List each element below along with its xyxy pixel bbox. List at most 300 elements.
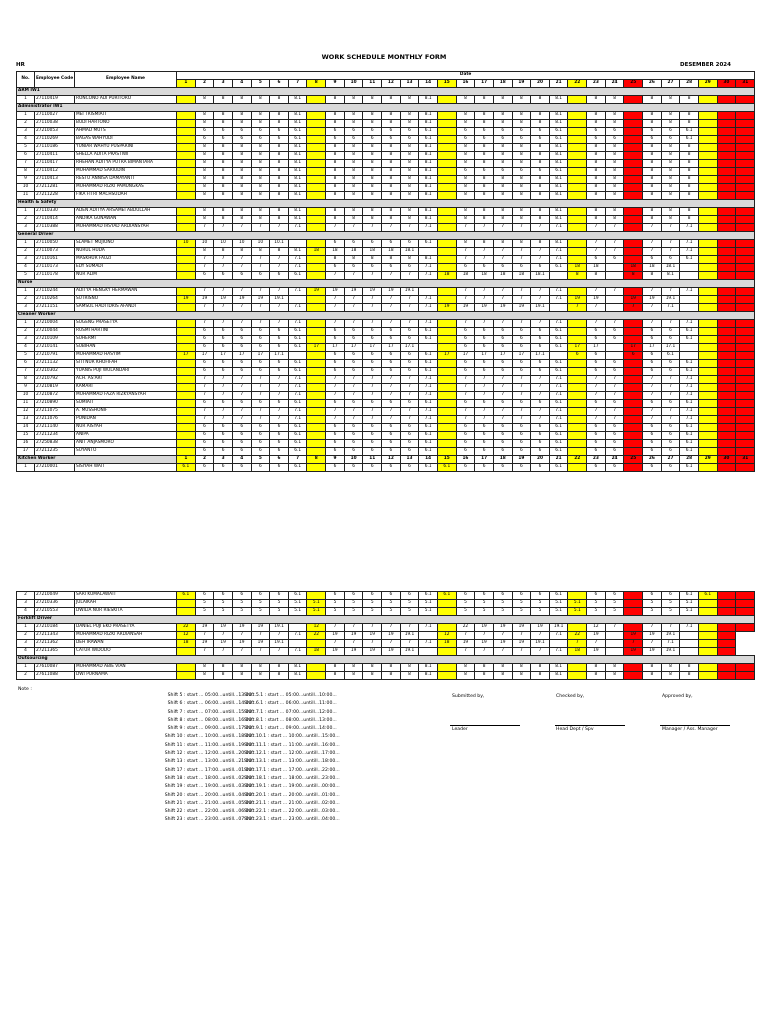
shift-cell: [698, 448, 717, 456]
shift-cell: 8: [512, 672, 531, 680]
shift-cell: 12: [437, 632, 456, 640]
shift-cell: [736, 112, 755, 120]
shift-cell: 19: [344, 648, 363, 656]
shift-cell: 8: [251, 160, 270, 168]
shift-cell: 5: [232, 600, 251, 608]
shift-cell: 6.1: [680, 360, 699, 368]
shift-cell: 7: [568, 304, 587, 312]
employee-row: [17, 408, 755, 416]
shift-cell: 7: [475, 648, 494, 656]
shift-cell: 6.1: [680, 424, 699, 432]
shift-cell: 6: [214, 448, 233, 456]
shift-cell: [736, 240, 755, 248]
shift-cell: 8.1: [419, 112, 438, 120]
shift-cell: [717, 640, 736, 648]
shift-cell: [568, 152, 587, 160]
shift-cell: [437, 440, 456, 448]
shift-cell: 7: [456, 288, 475, 296]
shift-cell: 6.1: [419, 136, 438, 144]
shift-cell: 7: [326, 640, 345, 648]
shift-cell: 7.1: [288, 256, 307, 264]
shift-cell: [624, 408, 643, 416]
shift-cell: 8: [344, 96, 363, 104]
shift-cell: [177, 112, 196, 120]
shift-cell: 10: [214, 240, 233, 248]
row-number: 4: [17, 648, 35, 656]
shift-cell: 19: [493, 640, 512, 648]
employee-name: ADITYA HENGKY HERMAWAN: [75, 288, 177, 296]
shift-cell: 8.1: [549, 672, 568, 680]
shift-cell: 6: [270, 424, 289, 432]
row-number: 14: [17, 424, 35, 432]
shift-cell: 7: [531, 288, 550, 296]
shift-cell: 6: [643, 128, 662, 136]
shift-cell: 7: [605, 416, 624, 424]
shift-cell: [419, 648, 438, 656]
shift-cell: [568, 120, 587, 128]
shift-cell: 8.1: [419, 96, 438, 104]
shift-cell: 8.1: [419, 152, 438, 160]
shift-cell: [717, 376, 736, 384]
day-header-cell: 3: [214, 456, 233, 464]
shift-cell: [437, 672, 456, 680]
shift-cell: 7: [400, 416, 419, 424]
shift-cell: 7: [587, 224, 606, 232]
shift-cell: 8: [531, 112, 550, 120]
row-number: 3: [17, 336, 35, 344]
shift-cell: [177, 144, 196, 152]
shift-cell: 8.1: [419, 672, 438, 680]
shift-cell: [698, 336, 717, 344]
shift-cell: 6: [493, 400, 512, 408]
shift-cell: 6: [456, 448, 475, 456]
shift-cell: [568, 448, 587, 456]
shift-cell: 8: [587, 184, 606, 192]
shift-cell: 7.1: [419, 224, 438, 232]
shift-cell: [288, 352, 307, 360]
shift-cell: 6: [195, 368, 214, 376]
shift-cell: 7: [363, 416, 382, 424]
shift-cell: 8: [232, 248, 251, 256]
shift-cell: [698, 152, 717, 160]
shift-cell: 5: [493, 600, 512, 608]
shift-cell: 7: [587, 240, 606, 248]
employee-row: [17, 336, 755, 344]
shift-cell: [717, 416, 736, 424]
shift-cell: 6.1: [549, 592, 568, 600]
row-number: 9: [17, 176, 35, 184]
employee-row: [17, 96, 755, 104]
month-label: DESEMBER 2024: [680, 62, 731, 68]
shift-cell: 7: [382, 296, 401, 304]
shift-cell: 17: [251, 352, 270, 360]
shift-cell: 8: [587, 664, 606, 672]
shift-cell: [698, 208, 717, 216]
shift-definition: Shift 19.1 : start ... 19:00...untill...00:00...: [244, 784, 340, 790]
shift-cell: 6.1: [288, 328, 307, 336]
employee-name: RONCONO ADI PURITORO: [75, 96, 177, 104]
row-number: 2: [17, 216, 35, 224]
day-header-cell: 27: [661, 456, 680, 464]
shift-cell: 8: [512, 184, 531, 192]
shift-cell: 6: [400, 264, 419, 272]
shift-cell: 7: [624, 640, 643, 648]
shift-cell: 8: [643, 216, 662, 224]
row-number: 17: [17, 448, 35, 456]
shift-cell: 8: [400, 152, 419, 160]
shift-cell: 18: [437, 272, 456, 280]
shift-cell: [736, 400, 755, 408]
shift-cell: [736, 248, 755, 256]
shift-cell: [624, 400, 643, 408]
shift-cell: 5: [270, 600, 289, 608]
shift-cell: 8: [587, 208, 606, 216]
shift-cell: 6.1: [419, 448, 438, 456]
shift-cell: 8: [512, 208, 531, 216]
shift-cell: [307, 96, 326, 104]
shift-cell: 18: [307, 648, 326, 656]
section-row: [17, 280, 755, 288]
shift-cell: [624, 120, 643, 128]
shift-cell: 6: [270, 360, 289, 368]
shift-cell: 19.1: [270, 296, 289, 304]
shift-cell: 6: [493, 440, 512, 448]
shift-cell: [736, 192, 755, 200]
day-header-cell: 31: [736, 80, 755, 88]
shift-cell: [698, 272, 717, 280]
day-header-cell: 2: [195, 456, 214, 464]
shift-cell: 7: [475, 392, 494, 400]
shift-cell: 7: [400, 392, 419, 400]
day-header-cell: 29: [698, 456, 717, 464]
shift-cell: 6: [661, 128, 680, 136]
shift-cell: 6: [475, 424, 494, 432]
shift-cell: 6: [493, 448, 512, 456]
shift-cell: 6: [400, 448, 419, 456]
shift-cell: 10: [251, 240, 270, 248]
shift-cell: 6: [400, 336, 419, 344]
shift-cell: 8: [326, 208, 345, 216]
shift-cell: 6: [624, 352, 643, 360]
day-header-cell: 20: [531, 456, 550, 464]
shift-cell: 6.1: [419, 368, 438, 376]
shift-cell: 7: [195, 288, 214, 296]
shift-cell: 7: [493, 224, 512, 232]
shift-cell: [624, 448, 643, 456]
shift-cell: 6: [232, 128, 251, 136]
shift-cell: 19: [382, 288, 401, 296]
shift-cell: 6.1: [288, 344, 307, 352]
shift-cell: 7: [382, 408, 401, 416]
shift-cell: 7: [195, 416, 214, 424]
shift-cell: 8: [195, 192, 214, 200]
shift-cell: 8: [382, 144, 401, 152]
shift-cell: 7: [643, 384, 662, 392]
shift-cell: 6: [493, 336, 512, 344]
shift-cell: 7.1: [288, 648, 307, 656]
shift-cell: [736, 136, 755, 144]
employee-row: [17, 328, 755, 336]
shift-cell: 6: [344, 368, 363, 376]
shift-cell: 8: [400, 120, 419, 128]
shift-cell: 6.1: [680, 336, 699, 344]
shift-cell: [736, 208, 755, 216]
shift-cell: 7: [270, 648, 289, 656]
shift-cell: 6.1: [549, 440, 568, 448]
shift-cell: [177, 376, 196, 384]
employee-code: 27110269: [35, 136, 75, 144]
shift-cell: 8.1: [419, 120, 438, 128]
shift-cell: 8: [382, 216, 401, 224]
shift-cell: 7: [493, 296, 512, 304]
shift-cell: 6: [400, 464, 419, 472]
shift-cell: 8: [214, 96, 233, 104]
employee-row: [17, 440, 755, 448]
employee-name: MUHAMMAD RIZKI ARDIANSAH: [75, 632, 177, 640]
shift-cell: [549, 640, 568, 648]
shift-cell: 6: [605, 136, 624, 144]
shift-cell: 6: [344, 464, 363, 472]
employee-code: 27211362: [35, 640, 75, 648]
shift-cell: 6: [587, 464, 606, 472]
shift-cell: 6: [382, 440, 401, 448]
shift-cell: 7: [512, 288, 531, 296]
shift-cell: 8: [326, 152, 345, 160]
shift-cell: [437, 216, 456, 224]
row-number: 9: [17, 384, 35, 392]
shift-cell: 7: [232, 224, 251, 232]
shift-cell: 7: [232, 264, 251, 272]
shift-definition: Shift 5.1 : start ... 05:00...untill...10:00...: [244, 693, 337, 698]
shift-cell: 7: [643, 224, 662, 232]
shift-cell: [177, 384, 196, 392]
shift-cell: 19.1: [400, 288, 419, 296]
shift-cell: [698, 608, 717, 616]
shift-cell: 8: [605, 216, 624, 224]
shift-cell: 8: [493, 672, 512, 680]
shift-cell: 8: [382, 160, 401, 168]
shift-cell: [568, 336, 587, 344]
manager-label: Manager / Ass. Manager: [662, 727, 718, 732]
shift-cell: 6: [400, 240, 419, 248]
shift-cell: 7: [643, 376, 662, 384]
shift-cell: 6: [493, 360, 512, 368]
shift-cell: [307, 264, 326, 272]
shift-cell: 5.1: [307, 600, 326, 608]
shift-cell: 6: [643, 432, 662, 440]
shift-cell: 8: [214, 176, 233, 184]
shift-cell: [605, 344, 624, 352]
employee-name: SHELLA ADITA PRASTIWI: [75, 152, 177, 160]
employee-code: 27110073: [35, 248, 75, 256]
shift-cell: 6: [587, 336, 606, 344]
shift-cell: 8: [512, 160, 531, 168]
shift-cell: 8: [251, 144, 270, 152]
shift-cell: 7: [232, 392, 251, 400]
employee-code: 27210004: [35, 320, 75, 328]
shift-cell: 6.1: [680, 400, 699, 408]
shift-cell: 7: [512, 248, 531, 256]
shift-cell: [736, 368, 755, 376]
shift-cell: 7.1: [680, 392, 699, 400]
shift-cell: 6: [512, 264, 531, 272]
shift-cell: [624, 192, 643, 200]
shift-cell: [698, 112, 717, 120]
shift-cell: 5: [214, 600, 233, 608]
shift-cell: 8: [270, 216, 289, 224]
shift-cell: 6: [531, 400, 550, 408]
shift-cell: 19.1: [661, 296, 680, 304]
shift-cell: [698, 672, 717, 680]
shift-cell: 8: [661, 216, 680, 224]
shift-cell: 8: [456, 208, 475, 216]
schedule-table-top: [16, 71, 755, 472]
shift-cell: 8: [475, 208, 494, 216]
employee-code: 27211281: [35, 184, 75, 192]
employee-row: [17, 144, 755, 152]
shift-definition: Shift 13.1 : start ... 13:00...untill...18:00...: [244, 759, 340, 765]
shift-cell: [736, 264, 755, 272]
shift-cell: 6: [400, 424, 419, 432]
shift-cell: 6: [214, 328, 233, 336]
shift-cell: 7: [251, 256, 270, 264]
shift-cell: 7: [605, 248, 624, 256]
shift-cell: 8: [475, 160, 494, 168]
row-number: 2: [17, 632, 35, 640]
shift-cell: 8.1: [288, 176, 307, 184]
shift-cell: 6: [382, 336, 401, 344]
shift-cell: 8.1: [419, 144, 438, 152]
shift-cell: 6: [251, 400, 270, 408]
shift-cell: [736, 608, 755, 616]
shift-cell: 17: [214, 352, 233, 360]
shift-cell: 8.1: [419, 168, 438, 176]
shift-cell: 8: [363, 216, 382, 224]
shift-cell: 8: [493, 216, 512, 224]
shift-cell: [717, 592, 736, 600]
shift-cell: 7: [344, 296, 363, 304]
shift-cell: [307, 176, 326, 184]
shift-cell: 7.1: [680, 624, 699, 632]
employee-name: RESTU ANNISA DAMAYANTI: [75, 176, 177, 184]
shift-cell: 7: [326, 296, 345, 304]
shift-cell: 6: [195, 448, 214, 456]
shift-cell: 6: [493, 264, 512, 272]
shift-cell: 6: [605, 448, 624, 456]
employee-name: ANDIKA GUNAWAN: [75, 216, 177, 224]
shift-cell: 7: [661, 320, 680, 328]
shift-cell: 8.1: [288, 152, 307, 160]
shift-cell: [177, 272, 196, 280]
shift-cell: 8: [493, 144, 512, 152]
shift-cell: 6: [344, 352, 363, 360]
shift-cell: 8: [475, 184, 494, 192]
shift-cell: 8: [270, 184, 289, 192]
shift-cell: 6: [605, 336, 624, 344]
shift-cell: [307, 640, 326, 648]
shift-cell: 6: [232, 328, 251, 336]
shift-cell: 6: [587, 424, 606, 432]
shift-cell: 6: [195, 272, 214, 280]
shift-cell: 7: [605, 624, 624, 632]
shift-cell: 8.1: [549, 240, 568, 248]
shift-cell: [437, 384, 456, 392]
shift-cell: 7: [643, 624, 662, 632]
shift-cell: 7.1: [288, 320, 307, 328]
shift-cell: 19: [232, 640, 251, 648]
employee-row: [17, 256, 755, 264]
day-header-cell: 5: [251, 80, 270, 88]
employee-code: 27210044: [35, 328, 75, 336]
shift-cell: 7: [363, 392, 382, 400]
shift-cell: 8: [605, 672, 624, 680]
shift-cell: 8: [326, 256, 345, 264]
shift-cell: [624, 152, 643, 160]
shift-cell: 5.1: [307, 608, 326, 616]
section-row: [17, 312, 755, 320]
shift-cell: 6: [326, 360, 345, 368]
shift-cell: 6: [382, 592, 401, 600]
shift-cell: 8: [326, 664, 345, 672]
shift-cell: [717, 216, 736, 224]
shift-cell: 6: [251, 272, 270, 280]
shift-cell: [437, 328, 456, 336]
shift-cell: 7: [661, 408, 680, 416]
shift-cell: 8: [531, 664, 550, 672]
shift-cell: 6.1: [549, 368, 568, 376]
shift-cell: 6: [456, 136, 475, 144]
day-header-cell: 17: [475, 80, 494, 88]
head-signature-line: [555, 725, 625, 726]
shift-cell: [624, 360, 643, 368]
shift-cell: [288, 640, 307, 648]
shift-cell: 8.1: [288, 160, 307, 168]
shift-cell: 8: [475, 112, 494, 120]
row-number: 3: [17, 256, 35, 264]
shift-cell: [736, 600, 755, 608]
shift-cell: 6: [214, 400, 233, 408]
shift-cell: 7.1: [288, 408, 307, 416]
shift-cell: 7.1: [549, 288, 568, 296]
section-label: Health & Safety: [17, 200, 755, 208]
shift-cell: 6: [326, 432, 345, 440]
shift-cell: [177, 152, 196, 160]
shift-cell: 7.1: [680, 248, 699, 256]
column-header-code: Employee Code: [35, 72, 75, 88]
shift-cell: 8: [363, 152, 382, 160]
shift-cell: [307, 304, 326, 312]
shift-cell: [736, 296, 755, 304]
shift-cell: 8: [195, 176, 214, 184]
shift-cell: 6.1: [680, 256, 699, 264]
shift-cell: [717, 424, 736, 432]
shift-cell: [177, 424, 196, 432]
shift-cell: [736, 424, 755, 432]
shift-list-short: [244, 692, 424, 825]
shift-cell: 7: [214, 408, 233, 416]
shift-cell: 19: [475, 640, 494, 648]
shift-cell: 19.1: [270, 640, 289, 648]
shift-cell: [307, 152, 326, 160]
shift-cell: 8: [661, 664, 680, 672]
shift-cell: [437, 664, 456, 672]
employee-name: ANIT ANJASMORO: [75, 440, 177, 448]
shift-cell: 6: [195, 400, 214, 408]
shift-cell: 7.1: [419, 416, 438, 424]
shift-cell: 6.1: [680, 328, 699, 336]
section-label: Administrator IW1: [17, 104, 755, 112]
shift-cell: 6: [251, 448, 270, 456]
